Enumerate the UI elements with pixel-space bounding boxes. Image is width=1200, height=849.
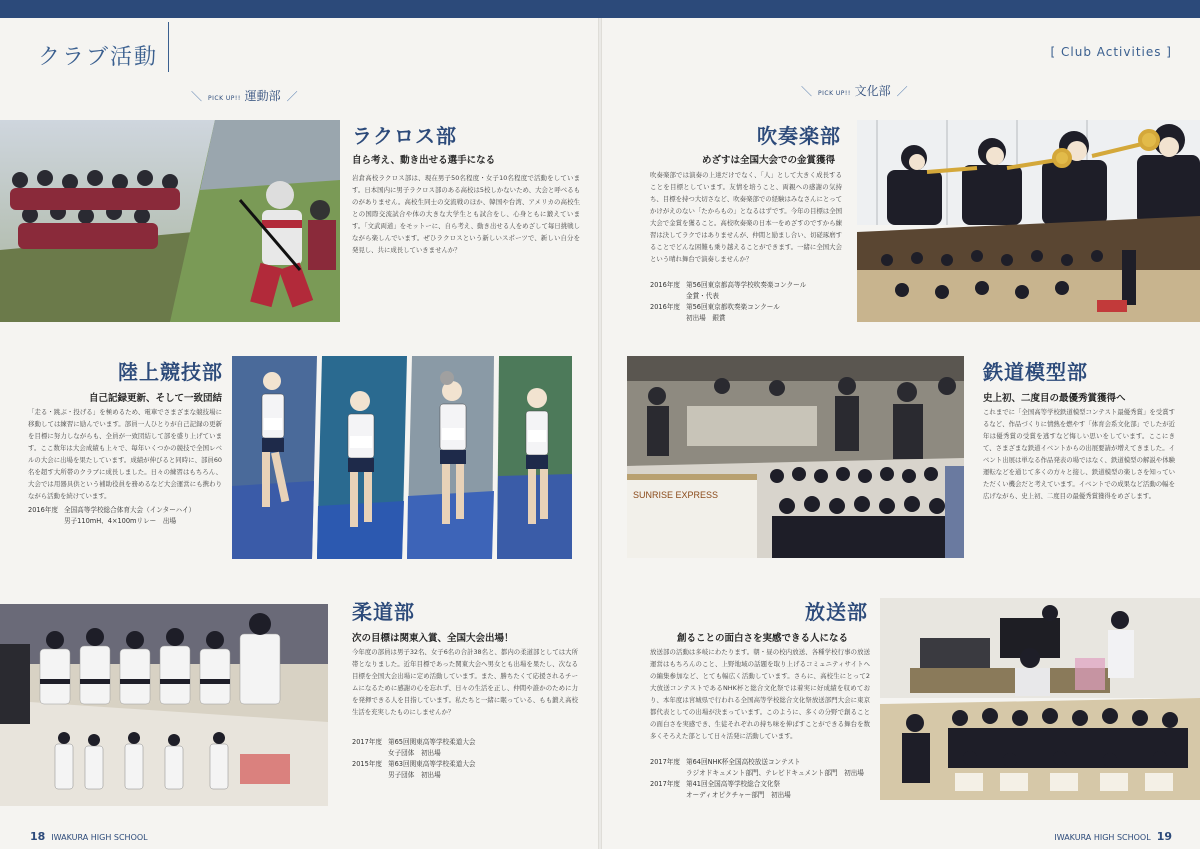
- result-event: 全国高等学校総合体育大会（インターハイ）: [64, 506, 196, 514]
- brass-photo: [857, 120, 1200, 322]
- pickup-label: 文化部: [854, 84, 891, 98]
- page-number-left: 18: [30, 830, 46, 843]
- result-event: 第41回全国高等学校総合文化祭: [686, 780, 781, 788]
- pickup-label: 運動部: [244, 89, 281, 103]
- result-detail: オーディオピクチャー部門 初出場: [686, 791, 791, 799]
- pickup-culture: ＼ PICK UP!! 文化部 ／: [801, 84, 908, 98]
- broadcast-title: 放送部: [805, 600, 868, 624]
- result-event: 第63回関東高等学校柔道大会: [388, 760, 476, 768]
- result-detail: 女子団体 初出場: [388, 749, 441, 757]
- brass-lead: めざすは全国大会での金賞獲得: [702, 155, 836, 166]
- brass-results: [650, 280, 850, 324]
- page-subtitle-en: [ Club Activities ]: [1050, 45, 1172, 59]
- top-accent-bar: [0, 0, 1200, 18]
- railway-body: これまでに「全国高等学校鉄道模型コンテスト最優秀賞」を受賞するなど、作品づくりに情熱を燃やす「体育会系文化部」でしたが近年は優秀賞の受賞を逃すなど悔しい思いをしています。ここにきて、さまざまな鉄道イベントからの出展要請が増えてきました。イベント出展は単なる作品発表の場ではなく、鉄道模型の解説や体験運転などを通じて多くの方々と接し、鉄道模型の楽しさを知っていただくい機会だと考えています。イベントでの成果など活動の幅を広げながら、史上初、二度目の最優秀賞獲得をめざします。: [983, 408, 1175, 500]
- track-results: [28, 505, 228, 527]
- result-year: 2016年度: [650, 303, 680, 311]
- lacrosse-title: ラクロス部: [352, 124, 457, 148]
- result-year: 2017年度: [650, 758, 680, 766]
- broadcast-lead: 創ることの面白さを実感できる人になる: [677, 633, 849, 644]
- railway-title: 鉄道模型部: [983, 360, 1088, 384]
- title-divider: [168, 22, 169, 72]
- result-year: 2016年度: [28, 506, 58, 514]
- brass-title: 吹奏楽部: [757, 124, 841, 148]
- judo-photo: [0, 604, 328, 806]
- footer-school-right: IWAKURA HIGH SCHOOL: [1054, 833, 1151, 842]
- judo-lead: 次の目標は関東入賞、全国大会出場！: [352, 633, 514, 644]
- lacrosse-lead: 自ら考え、動き出せる選手になる: [352, 155, 496, 166]
- footer-left: [24, 830, 148, 843]
- judo-results: [352, 737, 552, 781]
- page-number-right: 19: [1156, 830, 1172, 843]
- result-year: 2017年度: [650, 780, 680, 788]
- brass-body: 吹奏楽部では演奏の上達だけでなく、「人」として大きく成長することを目標としています。友情を培うこと、両親への感謝の気持ち、目標を持つ大切さなど、吹奏楽部での経験はみなさんにとってかけがえのない「たからもの」となるはずです。今年の目標は全国大会で金賞を獲ること。高校吹奏楽の日本一をめざすのですから練習は決してラクではありませんが、仲間と励まし合い、切磋琢磨することでどんな困難も乗り越えることができます。一緒に全国大会という晴れ舞台で演奏しませんか？: [650, 171, 842, 263]
- footer-school-left: IWAKURA HIGH SCHOOL: [51, 833, 148, 842]
- lacrosse-body: 岩倉高校ラクロス部は、現在男子50名程度・女子10名程度で活動をしています。日本国内に男子ラクロス部のある高校は5校しかないため、大会と呼べるものがありません。高校生同士の交流戦のほか、韓国や台湾、アメリカの高校生との国際交流試合や体の大きな大学生とも試合をし、心身ともに鍛えています。「文武両道」をモットーに、自ら考え、動き出せる人をめざして毎日挑戦しながら楽しんでいます。ぜひラクロスという新しいスポーツで、新しい自分を発見し、共に成長していきませんか？: [352, 174, 580, 254]
- judo-body: 今年度の部員は男子32名、女子6名の合計38名と、都内の柔道部としては大所帯となりました。近年目標であった関東大会へ男女とも出場を果たし、次なる目標を全国大会出場に定め活動しています。また、勝ちたくて応援されるチームになるために感謝の心を忘れず、日々の生活を正し、仲間や誰かのために力を発揮できる人を目指しています。私たちと一緒に眠っている、もも鍛え高校生活を充実したものにしませんか？: [352, 648, 578, 716]
- result-detail: 男子団体 初出場: [388, 771, 441, 779]
- pickup-tag: PICK UP!!: [818, 90, 851, 97]
- page-spine: [598, 18, 602, 849]
- result-event: 第64回NHK杯全国高校放送コンテスト: [686, 758, 801, 766]
- result-year: 2016年度: [650, 281, 680, 289]
- pickup-tag: PICK UP!!: [208, 95, 241, 102]
- result-year: 2015年度: [352, 760, 382, 768]
- footer-right: [1054, 830, 1178, 843]
- railway-photo: [627, 356, 964, 558]
- result-year: 2017年度: [352, 738, 382, 746]
- track-title: 陸上競技部: [118, 360, 223, 384]
- broadcast-photo: [880, 598, 1200, 800]
- pickup-sports: ＼ PICK UP!! 運動部 ／: [191, 89, 298, 103]
- result-event: 第65回関東高等学校柔道大会: [388, 738, 476, 746]
- result-detail: 初出場 銀賞: [686, 314, 726, 322]
- broadcast-results: [650, 757, 880, 801]
- track-photo: [232, 356, 572, 559]
- result-event: 第56回東京都高等学校吹奏楽コンクール: [686, 281, 807, 289]
- page-title: クラブ活動: [38, 45, 159, 70]
- lacrosse-photo: [0, 120, 340, 322]
- result-event: 第56回東京都吹奏楽コンクール: [686, 303, 780, 311]
- railway-lead: 史上初、二度目の最優秀賞獲得へ: [983, 393, 1126, 404]
- result-detail: ラジオドキュメント部門、テレビドキュメント部門 初出場: [686, 769, 864, 777]
- result-detail: 金賞・代表: [686, 292, 719, 300]
- broadcast-body: 放送部の活動は多岐にわたります。朝・昼の校内放送、各種学校行事の放送運営はもちろんのこと、上野地域の話題を取り上げるコミュニティサイトへの編集参加など、とても幅広く活動しています。さらに、高校生にとって2大放送コンテストであるNHK杯と総合文化祭では着実に好成績を収めており、本年度は宮城県で行われる全国高等学校総合文化祭放送部門大会に東京都代表としての出場が決まっています。このように、多くの分野で創ることの面白さを実感でき、生徒それぞれの持ち味を伸ばすことができる舞台を数多くそろえた部として日々活発に活動しています。: [650, 648, 870, 740]
- track-lead: 自己記録更新、そして一致団結: [89, 393, 223, 404]
- track-body: 「走る・跳ぶ・投げる」を極めるため、電車でさまざまな競技場に移動しては練習に励んでいます。部員一人ひとりが自己記録の更新を目標に努力しながらも、全員が一致団結して部を盛り上げています。ここ数年は大会成績も上々で、毎年いくつかの競技で全国レベルの大会に出場を果たしています。成績が伸びると同時に、部員60名を超す大所帯のクラブに成長しました。日々の練習はもちろん、大会では用器具供という補助役員を務めるなど大会運営にも携わりながら活動を続けています。: [28, 408, 222, 500]
- judo-title: 柔道部: [352, 600, 415, 624]
- train-sign: SUNRISE EXPRESS: [633, 490, 719, 500]
- result-detail: 男子110mH、4×100mリレー 出場: [64, 517, 177, 525]
